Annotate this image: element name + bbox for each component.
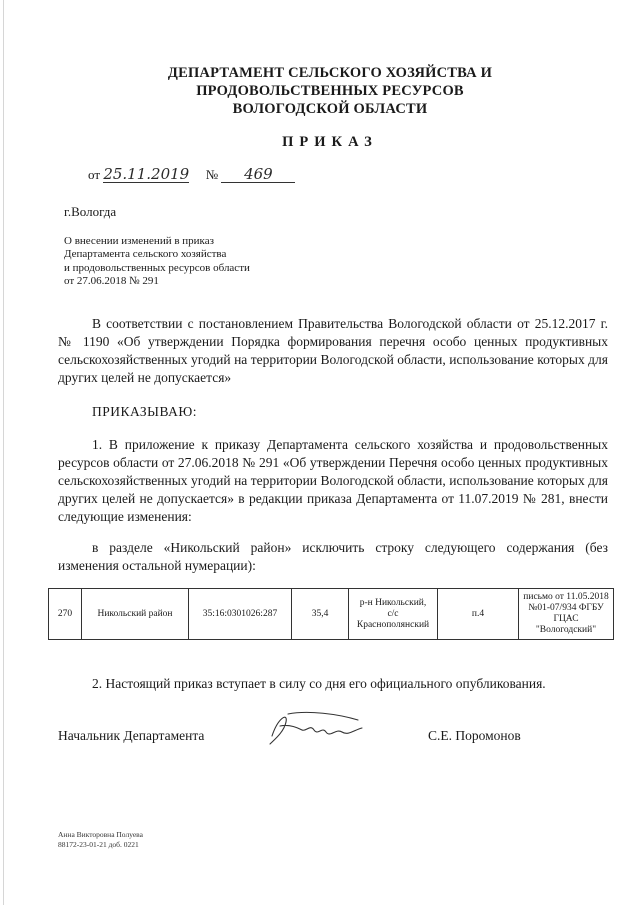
subject-line-2: Департамента сельского хозяйства xyxy=(64,248,227,261)
cell-basis xyxy=(519,589,614,640)
cell-location xyxy=(349,589,438,640)
clause-2-paragraph: 2. Настоящий приказ вступает в силу со дня его официального опубликования. xyxy=(92,676,546,691)
subject-line-1: О внесении изменений в приказ xyxy=(64,235,214,247)
cell-area: 35,4 xyxy=(292,589,349,640)
header-line-1: ДЕПАРТАМЕНТ СЕЛЬСКОГО ХОЗЯЙСТВА И xyxy=(167,65,493,81)
executor-name: Анна Викторовна Полуева xyxy=(58,830,143,839)
signatory-name: С.Е. Поромонов xyxy=(428,728,521,743)
district-paragraph: в разделе «Никольский район» исключить строку следующего содержания (без изменения остальной нумерации): xyxy=(58,540,608,573)
header-line-3: ВОЛОГОДСКОЙ ОБЛАСТИ xyxy=(232,101,428,117)
subject-line-4: от 27.06.2018 № 291 xyxy=(64,274,159,287)
cell-cadastral: 35:16:0301026:287 xyxy=(189,589,292,640)
excluded-row-table xyxy=(48,588,614,640)
order-title: ПРИКАЗ xyxy=(282,134,378,150)
scan-edge-line xyxy=(3,0,4,905)
order-date: 25.11.2019 xyxy=(103,165,190,183)
basis-line-3: ГЦАС xyxy=(553,614,579,624)
preamble-paragraph: В соответствии с постановлением Правительства Вологодской области от 25.12.2017 г. № 1190 «Об утверждении Порядка формирования перечня особо ценных продуктивных сельскохозяйственных угодий на территории Вологодской области, использование которых для других целей не допускается» xyxy=(58,316,608,385)
executor-footer xyxy=(58,830,143,849)
signatory-title: Начальник Департамента xyxy=(58,728,205,743)
clause-1-paragraph: 1. В приложение к приказу Департамента сельского хозяйства и продовольственных ресурсов области от 27.06.2018 № 291 «Об утверждении Перечня особо ценных продуктивных сельскохозяйственных угодий на территории Вологодской области, использование которых для других целей не допускается» в редакции приказа Департамента от 11.07.2019 № 281, внести следующие изменения: xyxy=(58,437,608,524)
cell-district: Никольский район xyxy=(82,589,189,640)
basis-line-1: письмо от 11.05.2018 xyxy=(523,592,609,602)
order-number: 469 xyxy=(221,166,295,183)
cell-category: п.4 xyxy=(438,589,519,640)
basis-line-2: №01-07/934 ФГБУ xyxy=(528,603,604,613)
executor-phone: 88172-23-01-21 доб. 0221 xyxy=(58,839,139,849)
date-label: от xyxy=(88,167,101,182)
order-directive: ПРИКАЗЫВАЮ: xyxy=(92,404,197,419)
location-line-2: с/с xyxy=(387,608,399,619)
department-header xyxy=(120,64,540,118)
basis-line-4: "Вологодский" xyxy=(535,625,597,635)
order-number-line xyxy=(88,166,295,183)
header-line-2: ПРОДОВОЛЬСТВЕННЫХ РЕСУРСОВ xyxy=(196,83,464,99)
location-line-1: р-н Никольский, xyxy=(359,597,427,608)
location-line-3: Краснополянский xyxy=(356,619,430,630)
cell-number: 270 xyxy=(49,589,82,640)
subject-line-3: и продовольственных ресурсов области xyxy=(64,261,250,274)
city: г.Вологда xyxy=(64,204,117,219)
number-label: № xyxy=(205,167,219,182)
order-subject xyxy=(64,235,324,288)
table-row xyxy=(49,589,614,640)
handwritten-signature xyxy=(258,706,368,752)
